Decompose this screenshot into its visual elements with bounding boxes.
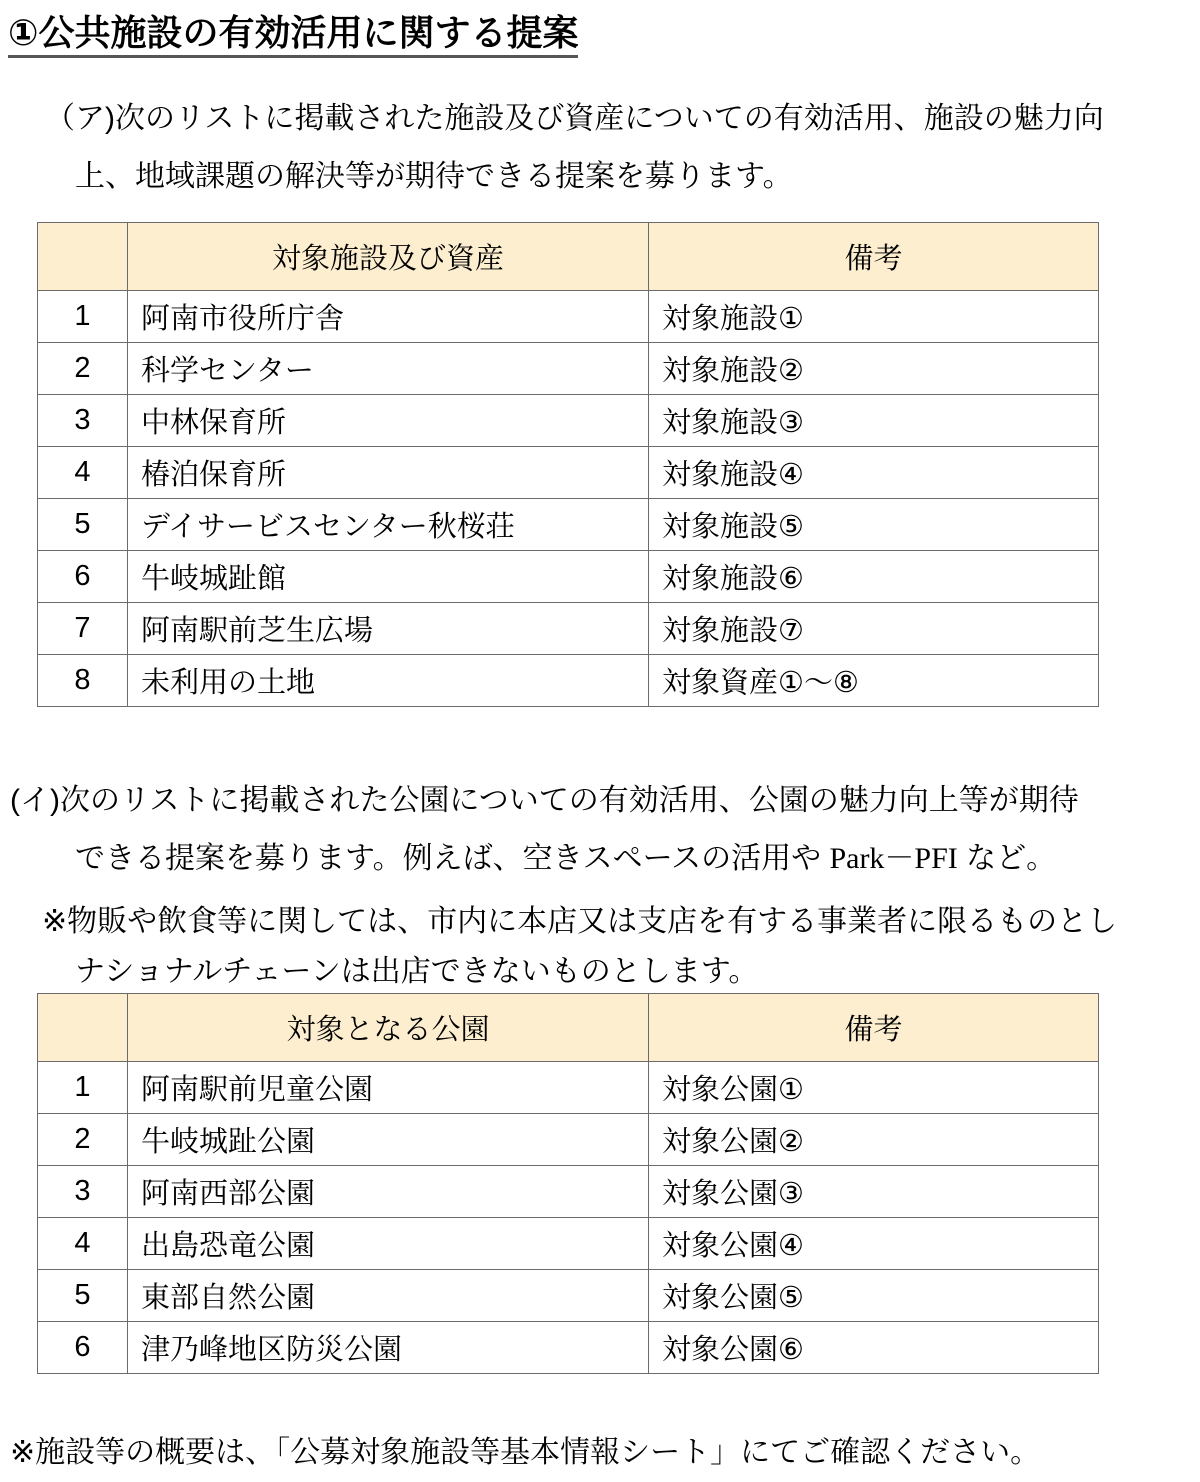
table-row — [38, 551, 1099, 603]
row-note: 対象施設① — [649, 291, 1099, 343]
row-name: 椿泊保育所 — [128, 447, 649, 499]
table-row — [38, 603, 1099, 655]
row-number: 5 — [38, 1270, 128, 1322]
row-note: 対象施設② — [649, 343, 1099, 395]
facilities-table-body — [38, 291, 1099, 707]
parks-header-number — [38, 994, 128, 1062]
row-number: 6 — [38, 1322, 128, 1374]
parks-table-body — [38, 1062, 1099, 1374]
row-number: 8 — [38, 655, 128, 707]
row-note: 対象公園⑤ — [649, 1270, 1099, 1322]
park-pfi-term: Park－PFI — [829, 842, 958, 875]
facilities-header-name: 対象施設及び資産 — [128, 223, 649, 291]
row-note: 対象資産①～⑧ — [649, 655, 1099, 707]
row-name: 津乃峰地区防災公園 — [128, 1322, 649, 1374]
row-name: 牛岐城趾館 — [128, 551, 649, 603]
row-note: 対象公園① — [649, 1062, 1099, 1114]
row-name: デイサービスセンター秋桜荘 — [128, 499, 649, 551]
row-note: 対象施設③ — [649, 395, 1099, 447]
row-note: 対象公園② — [649, 1114, 1099, 1166]
row-name: 阿南駅前芝生広場 — [128, 603, 649, 655]
table-row — [38, 291, 1099, 343]
row-note: 対象施設⑦ — [649, 603, 1099, 655]
table-row — [38, 395, 1099, 447]
row-number: 3 — [38, 1166, 128, 1218]
table-row — [38, 343, 1099, 395]
section-i-note-line-2: ナショナルチェーンは出店できないものとします。 — [75, 955, 759, 988]
row-name: 阿南駅前児童公園 — [128, 1062, 649, 1114]
row-number: 6 — [38, 551, 128, 603]
row-number: 1 — [38, 1062, 128, 1114]
row-note: 対象施設④ — [649, 447, 1099, 499]
table-row — [38, 1270, 1099, 1322]
row-number: 2 — [38, 1114, 128, 1166]
table-row — [38, 1166, 1099, 1218]
table-row — [38, 1114, 1099, 1166]
row-note: 対象公園⑥ — [649, 1322, 1099, 1374]
row-number: 5 — [38, 499, 128, 551]
section-i-line-2 — [75, 830, 1056, 888]
page-title: ①公共施設の有効活用に関する提案 — [8, 12, 578, 58]
document-footnote: ※施設等の概要は、「公募対象施設等基本情報シート」にてご確認ください。 — [10, 1436, 1041, 1469]
row-number: 3 — [38, 395, 128, 447]
row-note: 対象公園④ — [649, 1218, 1099, 1270]
row-name: 牛岐城趾公園 — [128, 1114, 649, 1166]
facilities-header-number — [38, 223, 128, 291]
facilities-table — [37, 222, 1099, 707]
row-name: 阿南市役所庁舎 — [128, 291, 649, 343]
row-number: 2 — [38, 343, 128, 395]
row-name: 未利用の土地 — [128, 655, 649, 707]
section-a-line-2: 上、地域課題の解決等が期待できる提案を募ります。 — [75, 160, 793, 193]
row-note: 対象公園③ — [649, 1166, 1099, 1218]
row-number: 7 — [38, 603, 128, 655]
table-row — [38, 655, 1099, 707]
table-row — [38, 1062, 1099, 1114]
parks-header-name: 対象となる公園 — [128, 994, 649, 1062]
section-i-line-2-post: など。 — [957, 842, 1057, 875]
table-header-row — [38, 223, 1099, 291]
row-note: 対象施設⑤ — [649, 499, 1099, 551]
section-i-line-1: (イ)次のリストに掲載された公園についての有効活用、公園の魅力向上等が期待 — [10, 784, 1079, 817]
row-note: 対象施設⑥ — [649, 551, 1099, 603]
row-name: 科学センター — [128, 343, 649, 395]
row-number: 1 — [38, 291, 128, 343]
row-name: 東部自然公園 — [128, 1270, 649, 1322]
table-row — [38, 499, 1099, 551]
table-header-row — [38, 994, 1099, 1062]
facilities-header-note: 備考 — [649, 223, 1099, 291]
row-number: 4 — [38, 447, 128, 499]
row-name: 阿南西部公園 — [128, 1166, 649, 1218]
table-row — [38, 447, 1099, 499]
table-row — [38, 1218, 1099, 1270]
section-a-line-1: （ア)次のリストに掲載された施設及び資産についての有効活用、施設の魅力向 — [45, 102, 1104, 135]
section-i-line-2-pre: できる提案を募ります。例えば、空きスペースの活用や — [75, 842, 830, 875]
section-i-note-line-1: ※物販や飲食等に関しては、市内に本店又は支店を有する事業者に限るものとし — [42, 905, 1118, 938]
row-name: 出島恐竜公園 — [128, 1218, 649, 1270]
parks-table — [37, 993, 1099, 1374]
table-row — [38, 1322, 1099, 1374]
parks-header-note: 備考 — [649, 994, 1099, 1062]
row-number: 4 — [38, 1218, 128, 1270]
row-name: 中林保育所 — [128, 395, 649, 447]
